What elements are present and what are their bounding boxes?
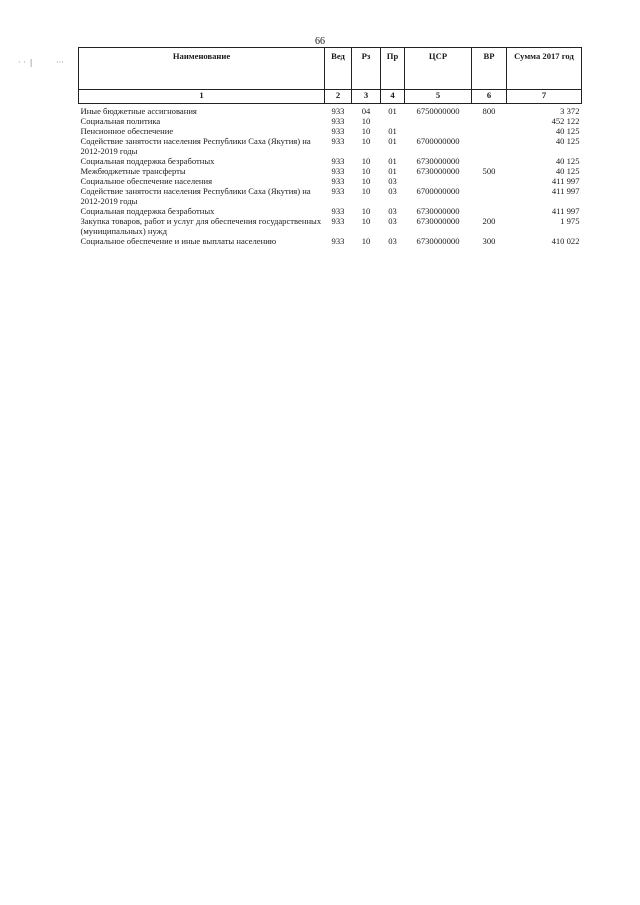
table-row [79, 116, 582, 126]
cell-ved: 933 [331, 216, 345, 226]
cell-ved: 933 [331, 106, 345, 116]
cell-pr: 01 [388, 156, 397, 166]
table-body [79, 104, 582, 247]
cell-pr [381, 116, 405, 126]
cell-pr: 03 [388, 236, 397, 246]
cell-csr: 6750000000 [416, 106, 460, 116]
cell-csr: 6730000000 [416, 206, 460, 216]
cell-vr: 800 [482, 106, 496, 116]
cell-name: Содействие занятости населения Республики Саха (Якутия) на 2012-2019 годы [80, 186, 311, 206]
header-vr: ВР [472, 48, 507, 90]
header-name: Наименование [79, 48, 325, 90]
column-number: 5 [405, 90, 472, 104]
header-ved: Вед [325, 48, 352, 90]
cell-pr: 01 [388, 136, 397, 146]
cell-ved: 933 [331, 186, 345, 196]
cell-rz: 10 [361, 126, 371, 136]
cell-sum: 40 125 [555, 156, 580, 166]
cell-csr: 6730000000 [416, 236, 460, 246]
cell-sum: 1 975 [560, 216, 580, 226]
cell-sum: 40 125 [555, 126, 580, 136]
cell-name: Социальная поддержка безработных [80, 156, 215, 166]
cell-csr: 6730000000 [416, 166, 460, 176]
cell-csr [405, 176, 472, 186]
scan-artifact: · · | [18, 58, 33, 67]
column-number: 4 [381, 90, 405, 104]
cell-rz: 10 [361, 186, 371, 196]
cell-ved: 933 [331, 166, 345, 176]
cell-ved: 933 [331, 116, 345, 126]
cell-pr: 01 [388, 106, 397, 116]
cell-name: Социальная поддержка безработных [80, 206, 215, 216]
cell-vr [472, 136, 507, 156]
cell-rz: 10 [361, 206, 371, 216]
column-number: 1 [79, 90, 325, 104]
cell-sum: 410 022 [551, 236, 580, 246]
cell-pr: 01 [388, 126, 397, 136]
header-pr: Пр [381, 48, 405, 90]
cell-csr: 6700000000 [416, 136, 460, 146]
cell-vr [472, 186, 507, 206]
cell-rz: 10 [361, 116, 371, 126]
cell-sum: 452 122 [551, 116, 580, 126]
cell-sum: 40 125 [555, 166, 580, 176]
cell-rz: 10 [361, 176, 371, 186]
column-number: 7 [507, 90, 582, 104]
cell-pr: 03 [388, 206, 397, 216]
cell-ved: 933 [331, 236, 345, 246]
cell-name: Межбюджетные трансферты [80, 166, 186, 176]
cell-csr: 6730000000 [416, 216, 460, 226]
cell-pr: 01 [388, 166, 397, 176]
column-number: 2 [325, 90, 352, 104]
cell-name: Иные бюджетные ассигнования [80, 106, 197, 116]
header-rz: Рз [352, 48, 381, 90]
cell-vr: 300 [482, 236, 496, 246]
cell-ved: 933 [331, 136, 345, 146]
cell-csr: 6700000000 [416, 186, 460, 196]
table-row [79, 126, 582, 136]
cell-ved: 933 [331, 126, 345, 136]
table-row [79, 176, 582, 186]
cell-name: Закупка товаров, работ и услуг для обеспечения государственных (муниципальных) нужд [80, 216, 322, 236]
cell-name: Пенсионное обеспечение [80, 126, 174, 136]
cell-rz: 10 [361, 166, 371, 176]
cell-vr [472, 176, 507, 186]
column-number: 3 [352, 90, 381, 104]
budget-table [78, 47, 582, 246]
cell-name: Социальная политика [80, 116, 161, 126]
cell-name: Социальное обеспечение населения [80, 176, 213, 186]
cell-sum: 411 997 [551, 206, 580, 216]
cell-sum: 40 125 [555, 136, 580, 146]
table-header-row [79, 48, 582, 90]
table-row [79, 156, 582, 166]
cell-csr [405, 126, 472, 136]
cell-sum: 3 372 [560, 106, 580, 116]
header-sum: Сумма 2017 год [507, 48, 582, 90]
cell-rz: 04 [361, 106, 371, 116]
cell-name: Содействие занятости населения Республики Саха (Якутия) на 2012-2019 годы [80, 136, 311, 156]
cell-vr: 200 [482, 216, 496, 226]
scan-artifact: ··· [56, 58, 64, 67]
cell-rz: 10 [361, 136, 371, 146]
cell-csr: 6730000000 [416, 156, 460, 166]
cell-rz: 10 [361, 156, 371, 166]
table-row [79, 216, 582, 236]
cell-vr [472, 126, 507, 136]
cell-csr [405, 116, 472, 126]
cell-name: Социальное обеспечение и иные выплаты населению [80, 236, 277, 246]
cell-vr [472, 206, 507, 216]
cell-vr [472, 156, 507, 166]
header-csr: ЦСР [405, 48, 472, 90]
cell-ved: 933 [331, 176, 345, 186]
cell-sum: 411 997 [551, 186, 580, 196]
cell-vr [472, 116, 507, 126]
cell-rz: 10 [361, 216, 371, 226]
cell-pr: 03 [388, 176, 397, 186]
column-number-row [79, 90, 582, 104]
column-number: 6 [472, 90, 507, 104]
cell-rz: 10 [361, 236, 371, 246]
table-row [79, 136, 582, 156]
cell-sum: 411 997 [551, 176, 580, 186]
table-row [79, 186, 582, 206]
cell-ved: 933 [331, 206, 345, 216]
cell-vr: 500 [482, 166, 496, 176]
table-row [79, 104, 582, 117]
cell-ved: 933 [331, 156, 345, 166]
cell-pr: 03 [388, 186, 397, 196]
cell-pr: 03 [388, 216, 397, 226]
table-row [79, 236, 582, 246]
table-row [79, 206, 582, 216]
page-number: 66 [315, 36, 325, 47]
table-row [79, 166, 582, 176]
